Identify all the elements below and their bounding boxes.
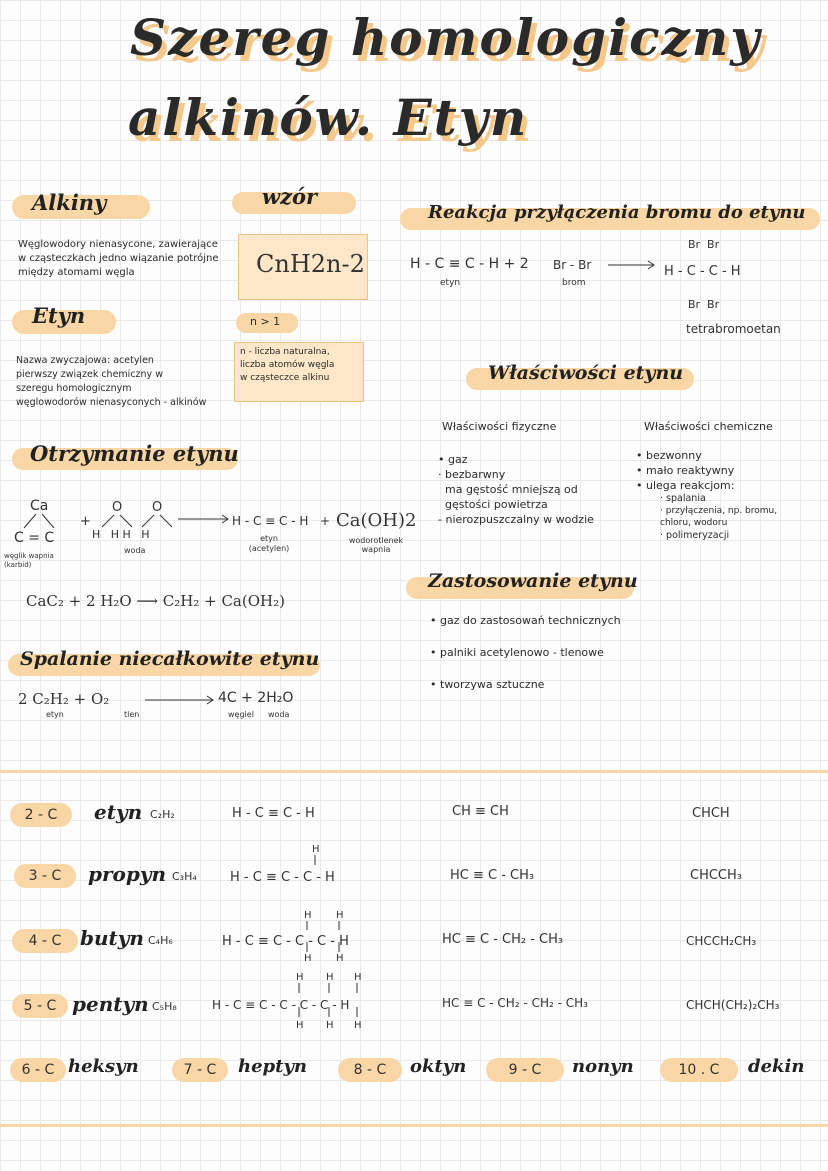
- etyn-line: węglowodorów nienasyconych - alkinów: [16, 397, 207, 408]
- zastosowanie-heading: Zastosowanie etynu: [428, 570, 638, 592]
- product-caoh2: Ca(OH)2: [336, 510, 417, 531]
- structural-formula: H - C ≡ C - C - C - H: [222, 934, 349, 949]
- reaction1-plus2: +: [320, 514, 331, 528]
- reactions-list: [660, 492, 810, 543]
- otrzymanie-heading: Otrzymanie etynu: [30, 441, 239, 466]
- etyn-line: Nazwa zwyczajowa: acetylen: [16, 355, 154, 366]
- note-line: liczba atomów węgla: [240, 360, 335, 370]
- svg-text:H: H: [336, 910, 344, 921]
- physical-item: • gaz: [438, 453, 468, 466]
- alkyne-name: heksyn: [68, 1056, 139, 1077]
- etyn-line: pierwszy związek chemiczny w: [16, 369, 163, 380]
- alkiny-line: między atomami węgla: [18, 267, 135, 278]
- alkiny-line: Węglowodory nienasycone, zawierające: [18, 239, 218, 250]
- carbide-bonds: [14, 512, 64, 532]
- condensed-formula: CHCH: [692, 806, 730, 821]
- alkyne-formula: C₄H₆: [148, 934, 173, 947]
- structural-formula: H - C ≡ C - C - H: [230, 870, 335, 885]
- page-title-line1: Szereg homologiczny: [130, 8, 762, 67]
- alkyne-name: heptyn: [238, 1056, 307, 1077]
- alkiny-line: w cząsteczkach jedno wiązanie potrójne: [18, 253, 219, 264]
- semi-structural: CH ≡ CH: [452, 804, 509, 819]
- chemical-item: • ulega reakcjom:: [636, 479, 735, 492]
- wzor-heading: wzór: [262, 184, 318, 209]
- alkyne-name: butyn: [80, 926, 144, 950]
- carbide-ca: Ca: [30, 498, 49, 514]
- reaction-item: · przyłączenia, np. bromu, chloru, wodoru: [660, 506, 778, 528]
- alkiny-definition: [18, 238, 219, 280]
- alkyne-formula: C₅H₈: [152, 1000, 177, 1013]
- label-caoh2: wodorotlenek wapnia: [348, 536, 404, 554]
- label-spal-tlen: tlen: [124, 710, 140, 719]
- water-o1: O: [112, 500, 123, 515]
- reaction2: CaC₂ + 2 H₂O ⟶ C₂H₂ + Ca(OH₂): [26, 592, 285, 610]
- note-line: n - liczba naturalna,: [240, 347, 330, 357]
- physical-heading: Właściwości fizyczne: [442, 420, 557, 433]
- svg-text:H: H: [354, 1020, 362, 1031]
- svg-text:H: H: [326, 972, 334, 983]
- reakcja-bromine: Br - Br: [553, 258, 592, 272]
- svg-text:H: H: [296, 972, 304, 983]
- spalanie-arrow: [145, 695, 217, 705]
- reaction1-arrow: [178, 514, 232, 524]
- condensed-formula: CHCCH₃: [690, 868, 742, 883]
- chemical-heading: Właściwości chemiczne: [644, 420, 773, 433]
- alkyne-name: propyn: [88, 862, 167, 886]
- alkyne-formula: C₃H₄: [172, 870, 197, 883]
- condition: n > 1: [250, 315, 281, 328]
- alkyne-name: nonyn: [572, 1056, 634, 1077]
- water-o2: O: [152, 500, 163, 515]
- carbons-pill: 4 - C: [12, 929, 78, 953]
- carbons-pill: 7 - C: [172, 1058, 228, 1082]
- reakcja-heading: Reakcja przyłączenia bromu do etynu: [428, 202, 806, 223]
- alkyne-name: oktyn: [410, 1056, 467, 1077]
- alkyne-name: pentyn: [72, 992, 149, 1016]
- carbons-pill: 8 - C: [338, 1058, 402, 1082]
- spalanie-left: 2 C₂H₂ + O₂: [18, 690, 110, 708]
- alkyne-name: dekin: [748, 1056, 805, 1077]
- svg-text:H: H: [304, 910, 312, 921]
- carbons-pill: 6 - C: [10, 1058, 66, 1082]
- semi-structural: HC ≡ C - CH₂ - CH₂ - CH₃: [442, 996, 588, 1010]
- etyn-definition: [16, 354, 206, 410]
- carbons-pill: 10 . C: [660, 1058, 738, 1082]
- physical-item: gęstości powietrza: [445, 498, 548, 511]
- label-spal-wegiel: węgiel: [228, 710, 254, 719]
- physical-item: ma gęstość mniejszą od: [445, 483, 578, 496]
- note-line: w cząsteczce alkinu: [240, 373, 330, 383]
- etyn-heading: Etyn: [32, 303, 86, 328]
- product-br-bottom: Br Br: [688, 298, 720, 311]
- svg-text:H: H: [312, 844, 320, 855]
- svg-text:H: H: [326, 1020, 334, 1031]
- condensed-formula: CHCH(CH₂)₂CH₃: [686, 998, 780, 1012]
- wzor-note: [240, 346, 334, 385]
- wlasciwosci-heading: Właściwości etynu: [488, 362, 684, 384]
- label-spal-woda: woda: [268, 710, 290, 719]
- physical-item: - nierozpuszczalny w wodzie: [438, 513, 594, 526]
- structural-formula: H - C ≡ C - C - C - C - H: [212, 998, 350, 1012]
- etyn-line: szeregu homologicznym: [16, 383, 132, 394]
- chemical-list: [636, 448, 734, 493]
- svg-text:H: H: [304, 953, 312, 964]
- carbons-pill: 5 - C: [12, 994, 68, 1018]
- chemical-item: • mało reaktywny: [636, 464, 735, 477]
- chemical-item: • bezwonny: [636, 449, 702, 462]
- alkyne-name: etyn: [94, 800, 143, 824]
- svg-text:H: H: [354, 972, 362, 983]
- structural-hydrogens: [200, 840, 420, 1040]
- water-h: H H H H: [92, 528, 150, 541]
- reaction-item: · spalania: [660, 493, 706, 504]
- reakcja-label-brom: brom: [562, 278, 586, 288]
- page-title-line2: alkinów. Etyn: [128, 88, 529, 147]
- physical-list: [438, 452, 594, 527]
- product-br-top: Br Br: [688, 238, 720, 251]
- alkyne-formula: C₂H₂: [150, 808, 175, 821]
- divider-top: [0, 770, 828, 773]
- physical-item: · bezbarwny: [438, 468, 506, 481]
- label-spal-etyn: etyn: [46, 710, 64, 719]
- spalanie-right: 4C + 2H₂O: [218, 690, 294, 706]
- alkiny-heading: Alkiny: [32, 190, 107, 215]
- structural-formula: H - C ≡ C - H: [232, 806, 315, 821]
- carbons-pill: 9 - C: [486, 1058, 564, 1082]
- semi-structural: HC ≡ C - CH₂ - CH₃: [442, 932, 564, 947]
- reakcja-label-etyn: etyn: [440, 278, 461, 288]
- reakcja-arrow: [608, 260, 658, 270]
- product-mid: H - C - C - H: [664, 264, 741, 279]
- carbons-pill: 2 - C: [10, 803, 72, 827]
- label-water: woda: [124, 546, 146, 555]
- reaction1-plus: +: [80, 514, 91, 529]
- semi-structural: HC ≡ C - CH₃: [450, 868, 535, 883]
- divider-bottom: [0, 1124, 828, 1127]
- svg-text:H: H: [296, 1020, 304, 1031]
- label-carbide: węglik wapnia (karbid): [4, 552, 54, 569]
- zastosowanie-item: • tworzywa sztuczne: [430, 678, 545, 691]
- spalanie-heading: Spalanie niecałkowite etynu: [20, 648, 320, 670]
- carbons-pill: 3 - C: [14, 864, 76, 888]
- general-formula: CnH2n-2: [256, 250, 365, 278]
- zastosowanie-item: • palniki acetylenowo - tlenowe: [430, 646, 604, 659]
- svg-text:H: H: [336, 953, 344, 964]
- product-name: tetrabromoetan: [686, 322, 781, 336]
- label-etyn: etyn (acetylen): [248, 534, 290, 553]
- carbide-cc: C = C: [14, 530, 55, 546]
- reakcja-left: H - C ≡ C - H + 2: [410, 256, 529, 272]
- reaction-item: · polimeryzacji: [660, 530, 730, 541]
- product-etyn: H - C ≡ C - H: [232, 514, 309, 528]
- zastosowanie-item: • gaz do zastosowań technicznych: [430, 614, 621, 627]
- condensed-formula: CHCCH₂CH₃: [686, 934, 757, 948]
